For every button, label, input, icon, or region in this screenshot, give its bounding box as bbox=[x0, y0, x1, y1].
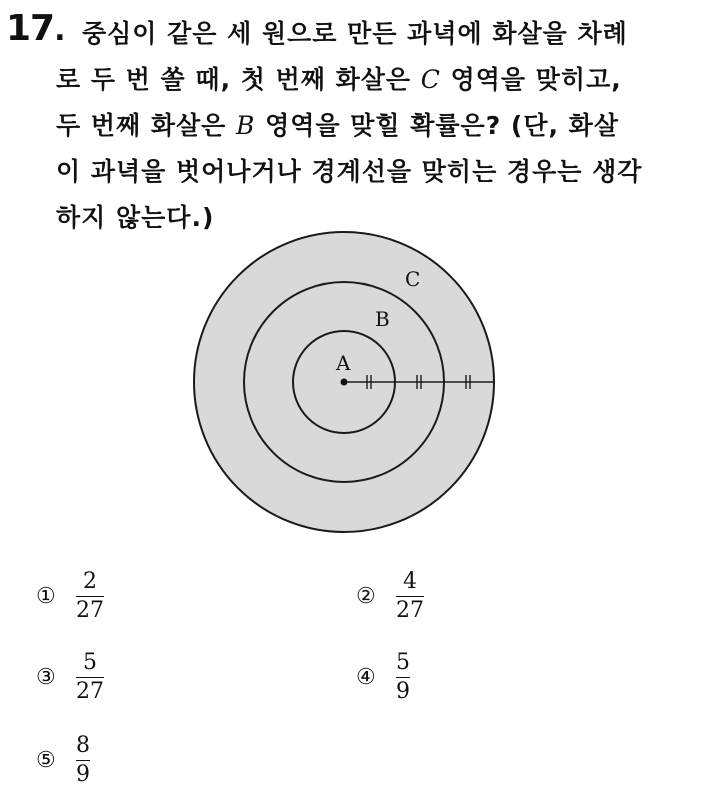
question-line-4: 이 과녁을 벗어나거나 경계선을 맞히는 경우는 생각 bbox=[56, 157, 643, 186]
question-line-5: 하지 않는다.) bbox=[56, 203, 215, 232]
label-a: A bbox=[336, 351, 351, 375]
target-diagram bbox=[190, 228, 510, 538]
choice-fraction: $\frac{4}{27}$ bbox=[396, 569, 424, 624]
region-b-symbol: B bbox=[236, 111, 256, 140]
choice-fraction: $\frac{2}{27}$ bbox=[76, 569, 104, 624]
choice-2[interactable] bbox=[356, 570, 424, 622]
choice-number: ③ bbox=[36, 664, 56, 690]
choice-number: ① bbox=[36, 583, 56, 609]
center-point bbox=[341, 379, 348, 386]
question-number: 17. bbox=[6, 8, 65, 49]
choice-5[interactable] bbox=[36, 734, 90, 786]
choice-fraction: $\frac{5}{27}$ bbox=[76, 650, 104, 705]
question-line-1: 중심이 같은 세 원으로 만든 과녁에 화살을 차례 bbox=[82, 19, 628, 48]
label-b: B bbox=[375, 307, 390, 331]
choice-3[interactable] bbox=[36, 651, 104, 703]
choice-1[interactable] bbox=[36, 570, 104, 622]
choice-4[interactable] bbox=[356, 651, 410, 703]
question-line-2: 로 두 번 쏠 때, 첫 번째 화살은 C 영역을 맞히고, bbox=[56, 65, 622, 94]
choice-fraction: $\frac{8}{9}$ bbox=[76, 733, 90, 788]
choice-number: ⑤ bbox=[36, 747, 56, 773]
label-c: C bbox=[405, 267, 421, 291]
choice-number: ② bbox=[356, 583, 376, 609]
choice-fraction: $\frac{5}{9}$ bbox=[396, 650, 410, 705]
choice-number: ④ bbox=[356, 664, 376, 690]
question-line-3: 두 번째 화살은 B 영역을 맞힐 확률은? (단, 화살 bbox=[56, 111, 619, 140]
region-c-symbol: C bbox=[420, 65, 441, 94]
